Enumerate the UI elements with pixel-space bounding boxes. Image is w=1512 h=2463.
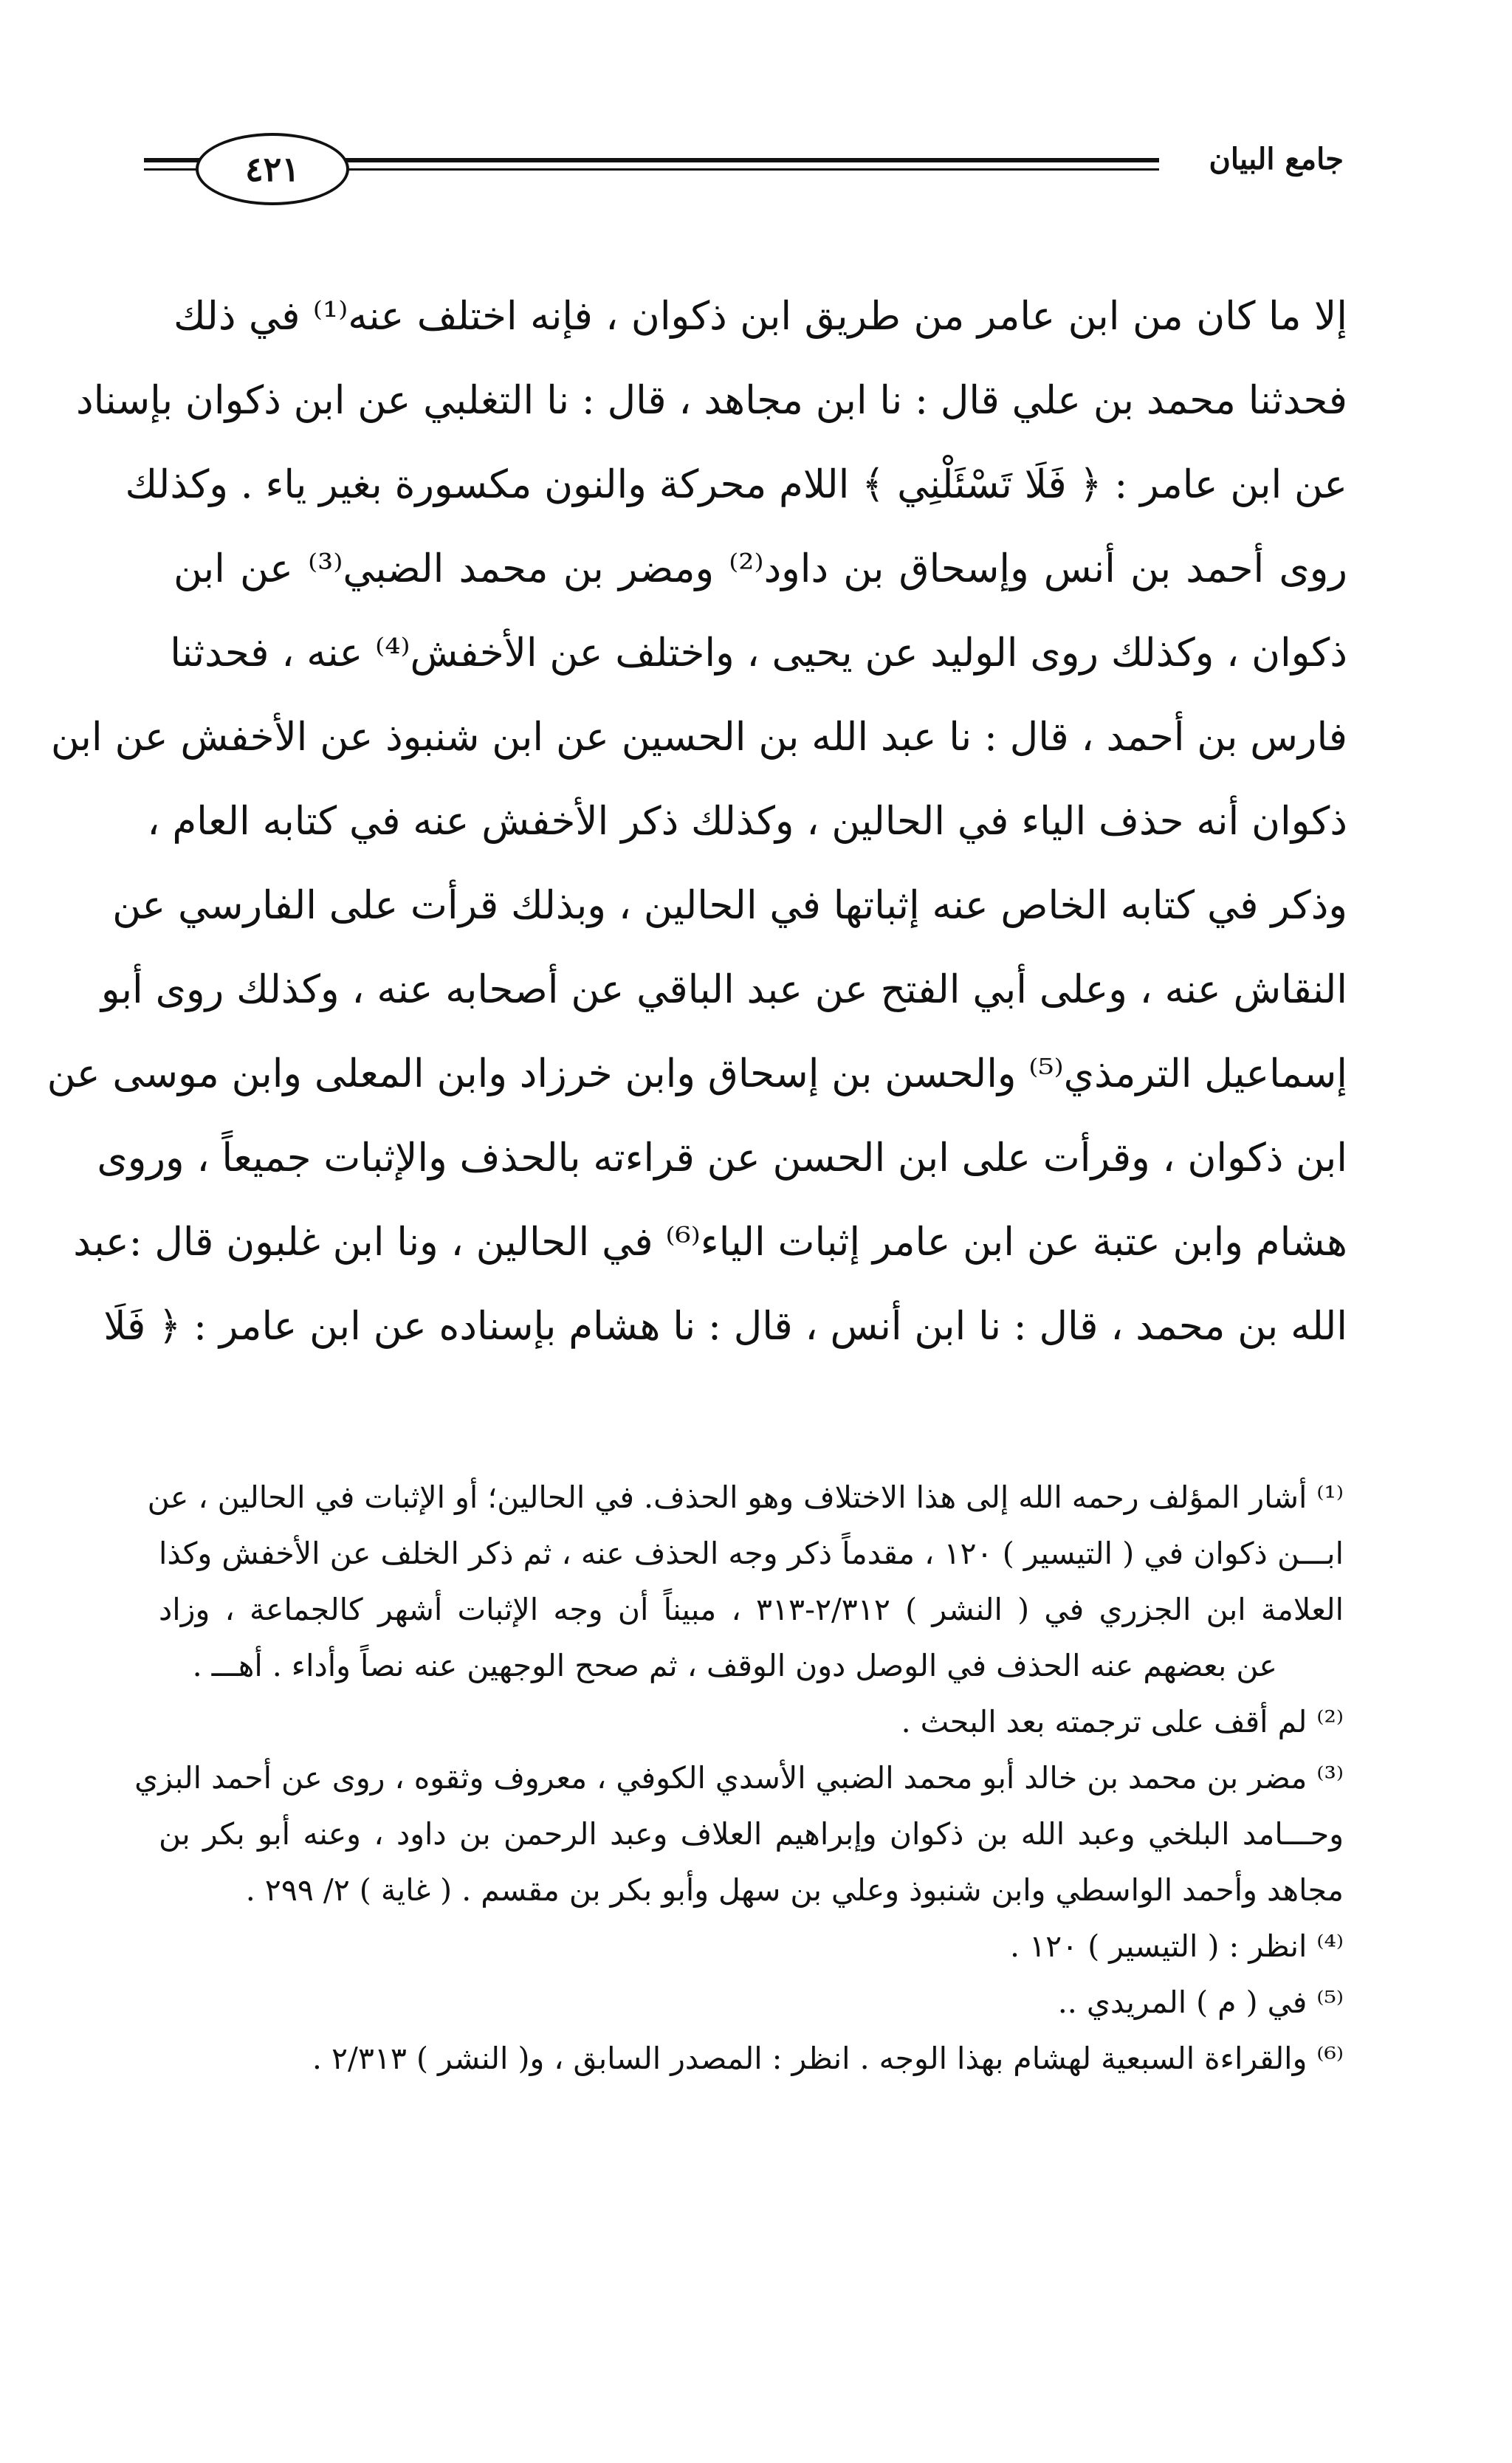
header-rule-thin: [332, 168, 1159, 171]
running-title: جامع البيان: [1209, 142, 1344, 176]
footnote-line: عن بعضهم عنه الحذف في الوصل دون الوقف ، ثم صحح الوجهين عنه نصاً وأداء . أهـــ .: [192, 1648, 1277, 1683]
main-text: [47, 275, 1347, 1369]
text-line: إسماعيل الترمذي⁽⁵⁾ والحسن بن إسحاق وابن خرزاد وابن المعلى وابن موسى عن: [47, 1051, 1347, 1096]
footnote-line: العلامة ابن الجزري في ( النشر ) ٢/٣١٢-٣١٣ ، مبيناً أن وجه الإثبات أشهر كالجماعة ، وزاد: [159, 1592, 1344, 1627]
text-line: ذكوان أنه حذف الياء في الحالين ، وكذلك ذكر الأخفش عنه في كتابه العام ،: [147, 799, 1347, 844]
footnote-line: ابـــن ذكوان في ( التيسير ) ١٢٠ ، مقدماً ذكر وجه الحذف عنه ، ثم ذكر الخلف عن الأخفش وكذا: [159, 1536, 1344, 1571]
page-header: [144, 126, 1344, 214]
text-line: هشام وابن عتبة عن ابن عامر إثبات الياء⁽⁶⁾ في الحالين ، ونا ابن غلبون قال :عبد: [73, 1220, 1347, 1265]
text-line: فارس بن أحمد ، قال : نا عبد الله بن الحسين عن ابن شنبوذ عن الأخفش عن ابن: [50, 715, 1347, 760]
footnotes: [134, 1469, 1344, 2086]
header-rule: [332, 158, 1159, 162]
text-line: إلا ما كان من ابن عامر من طريق ابن ذكوان ، فإنه اختلف عنه⁽¹⁾ في ذلك: [173, 294, 1347, 339]
page-number: ٤٢١: [196, 133, 349, 205]
footnote-line: ⁽⁴⁾ انظر : ( التيسير ) ١٢٠ .: [1010, 1928, 1344, 1964]
text-line: روى أحمد بن أنس وإسحاق بن داود⁽²⁾ ومضر بن محمد الضبي⁽³⁾ عن ابن: [173, 546, 1347, 591]
text-line: عن ابن عامر : ﴿ فَلَا تَسْئَلْنِي ﴾ اللام محركة والنون مكسورة بغير ياء . وكذلك: [125, 462, 1347, 507]
text-line: ابن ذكوان ، وقرأت على ابن الحسن عن قراءته بالحذف والإثبات جميعاً ، وروى: [97, 1136, 1347, 1181]
footnote-line: وحـــامد البلخي وعبد الله بن ذكوان وإبراهيم العلاف وعبد الرحمن بن داود ، وعنه أبو بكر بن: [159, 1816, 1344, 1852]
text-line: وذكر في كتابه الخاص عنه إثباتها في الحالين ، وبذلك قرأت على الفارسي عن: [112, 883, 1347, 928]
footnote-line: ⁽³⁾ مضر بن محمد بن خالد أبو محمد الضبي الأسدي الكوفي ، معروف وثقوه ، روى عن أحمد البزي: [134, 1760, 1344, 1796]
footnote-line: ⁽¹⁾ أشار المؤلف رحمه الله إلى هذا الاختلاف وهو الحذف. في الحالين؛ أو الإثبات في الحالين ، عن: [147, 1480, 1344, 1515]
text-line: فحدثنا محمد بن علي قال : نا ابن مجاهد ، قال : نا التغلبي عن ابن ذكوان بإسناد: [76, 378, 1347, 423]
text-line: ذكوان ، وكذلك روى الوليد عن يحيى ، واختلف عن الأخفش⁽⁴⁾ عنه ، فحدثنا: [170, 631, 1347, 676]
footnote-line: مجاهد وأحمد الواسطي وابن شنبوذ وعلي بن سهل وأبو بكر بن مقسم . ( غاية ) ٢/ ٢٩٩ .: [245, 1872, 1344, 1908]
text-line: النقاش عنه ، وعلى أبي الفتح عن عبد الباقي عن أصحابه عنه ، وكذلك روى أبو: [100, 967, 1347, 1012]
footnote-line: ⁽²⁾ لم أقف على ترجمته بعد البحث .: [901, 1704, 1344, 1739]
footnote-line: ⁽⁶⁾ والقراءة السبعية لهشام بهذا الوجه . انظر : المصدر السابق ، و( النشر ) ٢/٣١٣ .: [312, 2041, 1344, 2076]
text-line: الله بن محمد ، قال : نا ابن أنس ، قال : نا هشام بإسناده عن ابن عامر : ﴿ فَلَا: [103, 1304, 1347, 1349]
footnote-line: ⁽⁵⁾ في ( م ) المريدي ..: [1057, 1985, 1344, 2020]
